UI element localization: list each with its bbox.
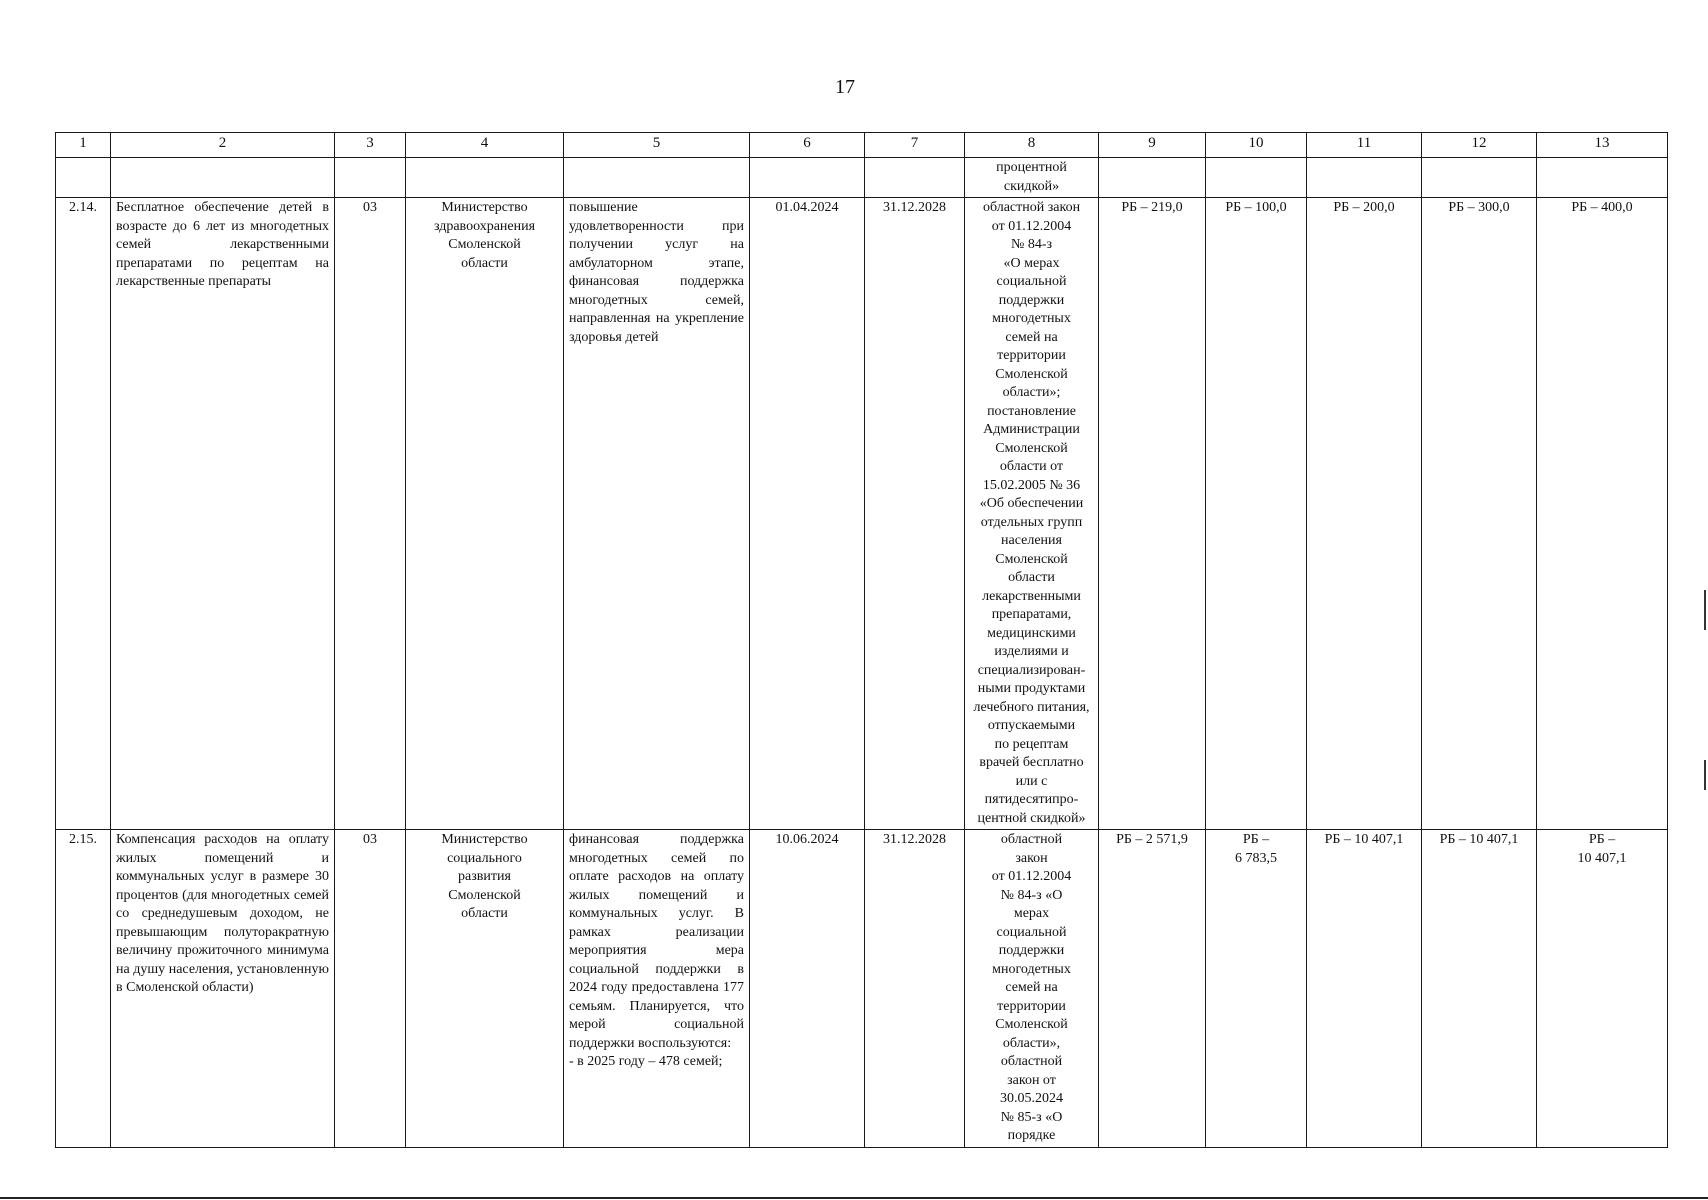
column-header: 5 xyxy=(564,133,750,158)
executor: Министерство здравоохранения Смоленской области xyxy=(406,198,564,830)
scan-margin-mark xyxy=(1704,760,1706,790)
expected-result: финансовая поддержка многодетных семей по оплате расходов на оплату жилых помещений и коммунальных услуг. В рамках реализации мероприятия мера социальной поддержки в 2024 году предоставлена 177 семьям. Планируется, что мерой социальной поддержки воспользуются: - в 2025 году – 478 семей; xyxy=(564,830,750,1148)
end-date: 31.12.2028 xyxy=(865,830,965,1148)
table-cell xyxy=(1099,158,1206,198)
funding-2028: РБ – 10 407,1 xyxy=(1537,830,1668,1148)
column-header: 10 xyxy=(1206,133,1307,158)
column-header: 2 xyxy=(111,133,335,158)
table-cell xyxy=(111,158,335,198)
column-header: 13 xyxy=(1537,133,1668,158)
table-cell xyxy=(564,158,750,198)
table-cell xyxy=(406,158,564,198)
executor: Министерство социального развития Смоленской области xyxy=(406,830,564,1148)
funding-2026: РБ – 10 407,1 xyxy=(1307,830,1422,1148)
column-header: 3 xyxy=(335,133,406,158)
funding-2027: РБ – 300,0 xyxy=(1422,198,1537,830)
funding-2025: РБ – 100,0 xyxy=(1206,198,1307,830)
table-row xyxy=(56,830,1668,1148)
table-cell xyxy=(335,158,406,198)
row-number: 2.14. xyxy=(56,198,111,830)
table-cell xyxy=(1307,158,1422,198)
table-cell xyxy=(750,158,865,198)
table-cell xyxy=(1537,158,1668,198)
measure-code: 03 xyxy=(335,198,406,830)
end-date: 31.12.2028 xyxy=(865,198,965,830)
legal-basis: областной закон от 01.12.2004 № 84-з «О мерах социальной поддержки многодетных семей на территории Смоленской области», областной закон от 30.05.2024 № 85-з «О порядке xyxy=(965,830,1099,1148)
start-date: 10.06.2024 xyxy=(750,830,865,1148)
funding-2028: РБ – 400,0 xyxy=(1537,198,1668,830)
table-row xyxy=(56,198,1668,830)
table-cell xyxy=(56,158,111,198)
column-header: 7 xyxy=(865,133,965,158)
page-number: 17 xyxy=(835,76,855,98)
column-header: 8 xyxy=(965,133,1099,158)
funding-2025: РБ – 6 783,5 xyxy=(1206,830,1307,1148)
column-header: 1 xyxy=(56,133,111,158)
header-row xyxy=(56,133,1668,158)
measure-name: Бесплатное обеспечение детей в возрасте до 6 лет из многодетных семей лекарственными препаратами по рецептам на лекарственные препараты xyxy=(111,198,335,830)
table-cell xyxy=(1422,158,1537,198)
scan-edge-line xyxy=(0,1197,1708,1199)
column-header: 11 xyxy=(1307,133,1422,158)
funding-2024: РБ – 219,0 xyxy=(1099,198,1206,830)
column-header: 12 xyxy=(1422,133,1537,158)
expected-result: повышение удовлетворенности при получении услуг на амбулаторном этапе, финансовая поддержка многодетных семей, направленная на укрепление здоровья детей xyxy=(564,198,750,830)
measure-code: 03 xyxy=(335,830,406,1148)
measure-name: Компенсация расходов на оплату жилых помещений и коммунальных услуг в размере 30 процентов (для многодетных семей со среднедушевым доходом, не превышающим полуторакратную величину прожиточного минимума на душу населения, установленную в Смоленской области) xyxy=(111,830,335,1148)
table-row-continuation xyxy=(56,158,1668,198)
funding-2024: РБ – 2 571,9 xyxy=(1099,830,1206,1148)
funding-2027: РБ – 10 407,1 xyxy=(1422,830,1537,1148)
basis-cell: процентной скидкой» xyxy=(965,158,1099,198)
row-number: 2.15. xyxy=(56,830,111,1148)
program-table xyxy=(55,132,1668,1148)
funding-2026: РБ – 200,0 xyxy=(1307,198,1422,830)
column-header: 4 xyxy=(406,133,564,158)
table-cell xyxy=(1206,158,1307,198)
start-date: 01.04.2024 xyxy=(750,198,865,830)
column-header: 9 xyxy=(1099,133,1206,158)
scan-margin-mark xyxy=(1704,590,1706,630)
column-header: 6 xyxy=(750,133,865,158)
legal-basis: областной закон от 01.12.2004 № 84-з «О мерах социальной поддержки многодетных семей на территории Смоленской области»; постановление Администрации Смоленской области от 15.02.2005 № 36 «Об обеспечении отдельных групп населения Смоленской области лекарственными препаратами, медицинскими изделиями и специализирован- ными продуктами лечебного питания, отпускаемыми по рецептам врачей бесплатно или с пятидесятипро- центной скидкой» xyxy=(965,198,1099,830)
table-cell xyxy=(865,158,965,198)
